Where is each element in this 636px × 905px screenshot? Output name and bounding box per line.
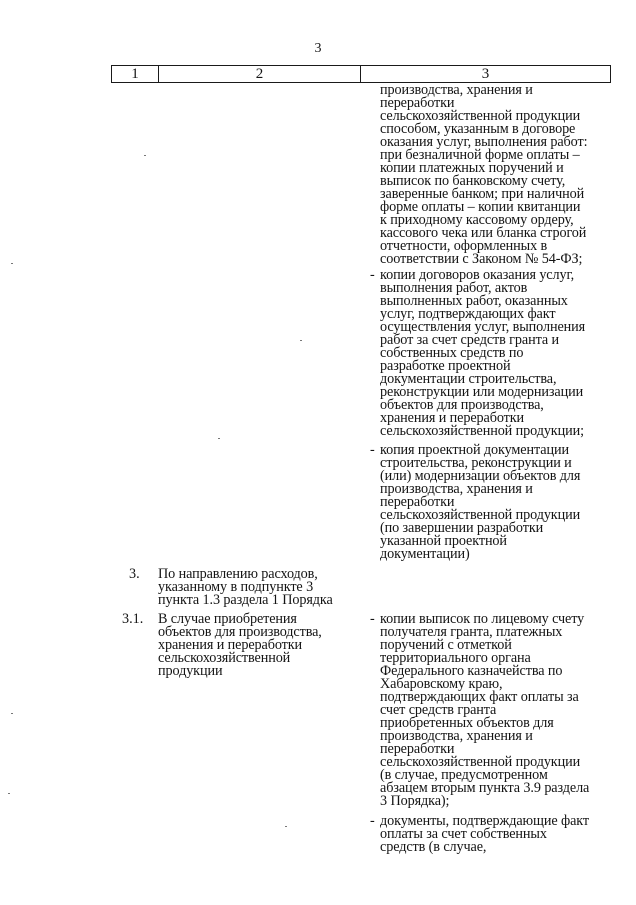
row-number: 3.1. xyxy=(122,611,144,627)
text-line: хранения и переработки xyxy=(158,637,303,653)
text-line: хранения и переработки xyxy=(380,410,525,426)
text-line: копии договоров оказания услуг, xyxy=(380,267,575,283)
text-line: приобретенных объектов для xyxy=(380,715,554,731)
text-line: Федерального казначейства по xyxy=(380,663,563,679)
text-line: собственных средств по xyxy=(380,345,524,361)
bullet-marker: - xyxy=(370,442,375,458)
text-line: производства, хранения и xyxy=(380,481,533,497)
text-line: сельскохозяйственной продукции xyxy=(380,754,581,770)
scan-speck xyxy=(8,793,10,794)
text-line: оплаты за счет собственных xyxy=(380,826,547,842)
scan-speck xyxy=(218,438,220,439)
text-line: переработки xyxy=(380,95,455,111)
text-line: переработки xyxy=(380,494,455,510)
text-line: форме оплаты – копии квитанции xyxy=(380,199,581,215)
scan-speck xyxy=(144,155,146,156)
text-line: выполненных работ, оказанных xyxy=(380,293,568,309)
text-line: Хабаровскому краю, xyxy=(380,676,503,692)
text-line: реконструкции или модернизации xyxy=(380,384,584,400)
text-line: способом, указанным в договоре xyxy=(380,121,576,137)
row-number: 3. xyxy=(129,566,140,582)
text-line: сельскохозяйственной продукции xyxy=(380,507,581,523)
page-number: 3 xyxy=(314,41,322,56)
text-line: строительства, реконструкции и xyxy=(380,455,572,471)
header-cell-2: 2 xyxy=(158,65,361,83)
text-line: работ за счет средств гранта и xyxy=(380,332,559,348)
bullet-marker: - xyxy=(370,813,375,829)
text-line: сельскохозяйственной xyxy=(158,650,291,666)
text-line: выписок по банковскому счету, xyxy=(380,173,566,189)
header-cell-3: 3 xyxy=(360,65,611,83)
text-line: разработке проектной xyxy=(380,358,511,374)
text-line: счет средств гранта xyxy=(380,702,497,718)
text-line: В случае приобретения xyxy=(158,611,297,627)
text-line: осуществления услуг, выполнения xyxy=(380,319,586,335)
bullet-marker: - xyxy=(370,267,375,283)
text-line: абзацем вторым пункта 3.9 раздела xyxy=(380,780,590,796)
text-line: получателя гранта, платежных xyxy=(380,624,563,640)
text-line: отчетности, оформленных в xyxy=(380,238,548,254)
scan-speck xyxy=(11,263,13,264)
text-line: копия проектной документации xyxy=(380,442,569,458)
text-line: кассового чека или бланка строгой xyxy=(380,225,587,241)
scan-speck xyxy=(300,340,302,341)
text-line: к приходному кассовому ордеру, xyxy=(380,212,574,228)
text-line: территориального органа xyxy=(380,650,531,666)
text-line: (по завершении разработки xyxy=(380,520,544,536)
text-line: производства, хранения и xyxy=(380,82,533,98)
text-line: производства, хранения и xyxy=(380,728,533,744)
scan-speck xyxy=(285,826,287,827)
text-line: подтверждающих факт оплаты за xyxy=(380,689,579,705)
text-line: продукции xyxy=(158,663,223,679)
text-line: 3 Порядка); xyxy=(380,793,450,809)
bullet-marker: - xyxy=(370,611,375,627)
text-line: (в случае, предусмотренном xyxy=(380,767,548,783)
header-cell-1: 1 xyxy=(111,65,159,83)
text-line: документы, подтверждающие факт xyxy=(380,813,589,829)
text-line: документации) xyxy=(380,546,470,562)
text-line: пункта 1.3 раздела 1 Порядка xyxy=(158,592,333,608)
text-line: сельскохозяйственной продукции xyxy=(380,108,581,124)
text-line: объектов для производства, xyxy=(158,624,322,640)
text-line: соответствии с Законом № 54-ФЗ; xyxy=(380,251,583,267)
text-line: копии выписок по лицевому счету xyxy=(380,611,585,627)
text-line: объектов для производства, xyxy=(380,397,544,413)
text-line: услуг, подтверждающих факт xyxy=(380,306,556,322)
text-line: при безналичной форме оплаты – xyxy=(380,147,580,163)
text-line: оказания услуг, выполнения работ: xyxy=(380,134,588,150)
text-line: документации строительства, xyxy=(380,371,557,387)
text-line: указанной проектной xyxy=(380,533,507,549)
text-line: заверенные банком; при наличной xyxy=(380,186,585,202)
text-line: (или) модернизации объектов для xyxy=(380,468,581,484)
text-line: копии платежных поручений и xyxy=(380,160,564,176)
text-line: сельскохозяйственной продукции; xyxy=(380,423,584,439)
scan-speck xyxy=(11,713,13,714)
text-line: выполнения работ, актов xyxy=(380,280,528,296)
text-line: поручений с отметкой xyxy=(380,637,512,653)
text-line: средств (в случае, xyxy=(380,839,487,855)
text-line: переработки xyxy=(380,741,455,757)
text-line: По направлению расходов, xyxy=(158,566,318,582)
text-line: указанному в подпункте 3 xyxy=(158,579,314,595)
